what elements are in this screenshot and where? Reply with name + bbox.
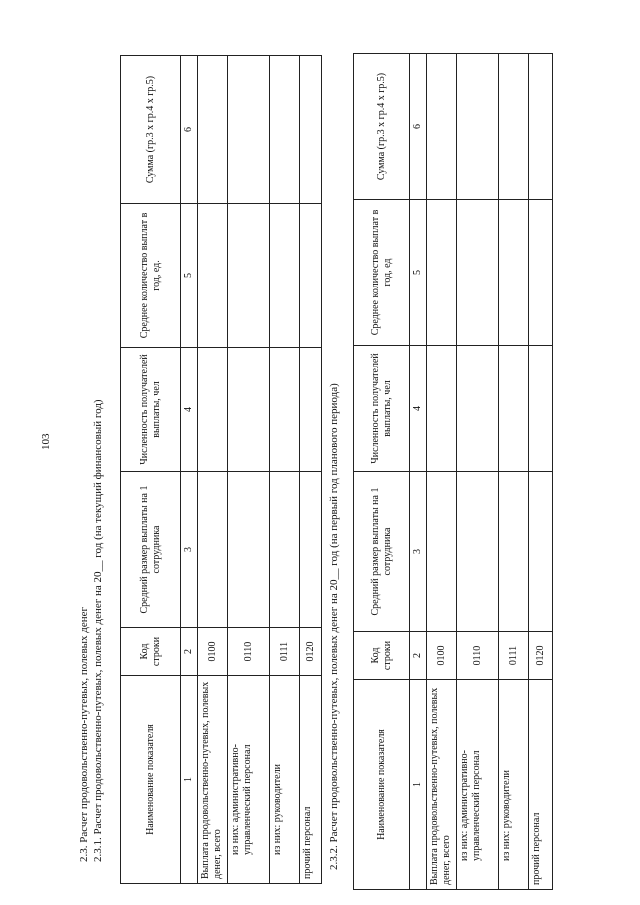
table2-header-payments-count: Среднее количество выплат в год, ед [354, 200, 410, 346]
table2-row-code: 0111 [499, 632, 529, 680]
table-row [499, 54, 529, 890]
table1-header-payments-count: Среднее количество выплат в год, ед. [121, 204, 181, 348]
table2-row-name: прочий персонал [529, 680, 553, 890]
table1-row-code: 0111 [270, 628, 300, 676]
table1-row-name: из них: административно-управленческий персонал [228, 676, 270, 884]
table1-title: 2.3.1. Расчет продовольственно-путевых, полевых денег на 20__ год (на текущий финансовый год) [92, 399, 104, 862]
table2-cell [499, 346, 529, 472]
table1-colnum: 6 [181, 56, 198, 204]
table2-cell [427, 346, 457, 472]
table2-cell [529, 472, 553, 632]
table1-colnum: 1 [181, 676, 198, 884]
table2-colnum: 6 [410, 54, 427, 200]
table2-header-code: Код строки [354, 632, 410, 680]
table2-cell [457, 200, 499, 346]
table1-row-code: 0120 [300, 628, 322, 676]
table1-colnum: 5 [181, 204, 198, 348]
table2 [353, 53, 553, 890]
table1-row-name: прочий персонал [300, 676, 322, 884]
table1-cell [270, 56, 300, 204]
table1-cell [300, 56, 322, 204]
table1 [120, 55, 322, 884]
table2-cell [457, 346, 499, 472]
table1-colnum: 4 [181, 348, 198, 472]
table1-header-recipients: Численность получателей выплаты, чел [121, 348, 181, 472]
table1-colnum: 2 [181, 628, 198, 676]
table2-title: 2.3.2. Расчет продовольственно-путевых, полевых денег на 20__ год (на первый год планового периода) [328, 383, 340, 870]
table2-colnum: 2 [410, 632, 427, 680]
table2-cell [427, 472, 457, 632]
table2-header-recipients: Численность получателей выплаты, чел [354, 346, 410, 472]
table1-cell [300, 348, 322, 472]
table2-row-code: 0100 [427, 632, 457, 680]
table1-cell [270, 472, 300, 628]
table-row [270, 56, 300, 884]
table1-cell [270, 348, 300, 472]
table2-colnum: 5 [410, 200, 427, 346]
table1-header-code: Код строки [121, 628, 181, 676]
table1-cell [198, 472, 228, 628]
table2-cell [499, 200, 529, 346]
table1-cell [228, 472, 270, 628]
table2-row-name: из них: административно-управленческий персонал [457, 680, 499, 890]
table2-cell [457, 472, 499, 632]
table1-header-avg-payment: Средний размер выплаты на 1 сотрудника [121, 472, 181, 628]
table1-row-name: Выплата продовольственно-путевых, полевых денег, всего [198, 676, 228, 884]
table-row [300, 56, 322, 884]
table2-cell [427, 200, 457, 346]
table1-header-name: Наименование показателя [121, 676, 181, 884]
table2-cell [529, 54, 553, 200]
table1-cell [228, 204, 270, 348]
table2-header-avg-payment: Средний размер выплаты на 1 сотрудника [354, 472, 410, 632]
table2-row-code: 0110 [457, 632, 499, 680]
table1-row-code: 0110 [228, 628, 270, 676]
table2-cell [457, 54, 499, 200]
table2-row-code: 0120 [529, 632, 553, 680]
table1-cell [300, 204, 322, 348]
table1-cell [228, 56, 270, 204]
table2-colnum: 1 [410, 680, 427, 890]
table2-header-name: Наименование показателя [354, 680, 410, 890]
table-row [427, 54, 457, 890]
table2-cell [499, 54, 529, 200]
table1-row-code: 0100 [198, 628, 228, 676]
table2-colnum: 3 [410, 472, 427, 632]
page-number: 103 [40, 433, 52, 450]
table1-cell [198, 348, 228, 472]
table1-cell [198, 56, 228, 204]
table2-cell [529, 346, 553, 472]
table-row [457, 54, 499, 890]
table2-row-name: Выплата продовольственно-путевых, полевых денег, всего [427, 680, 457, 890]
table2-cell [529, 200, 553, 346]
table1-row-name: из них: руководители [270, 676, 300, 884]
table-row [198, 56, 228, 884]
table1-cell [300, 472, 322, 628]
table-row [228, 56, 270, 884]
table1-cell [198, 204, 228, 348]
table1-cell [228, 348, 270, 472]
table2-row-name: из них: руководители [499, 680, 529, 890]
table1-cell [270, 204, 300, 348]
section-title: 2.3. Расчет продовольственно-путевых, полевых денег [78, 606, 90, 862]
table2-cell [499, 472, 529, 632]
table1-header-sum: Сумма (гр.3 х гр.4 х гр.5) [121, 56, 181, 204]
table2-header-sum: Сумма (гр.3 х гр.4 х гр.5) [354, 54, 410, 200]
table2-cell [427, 54, 457, 200]
table-row [529, 54, 553, 890]
table1-colnum: 3 [181, 472, 198, 628]
table2-colnum: 4 [410, 346, 427, 472]
